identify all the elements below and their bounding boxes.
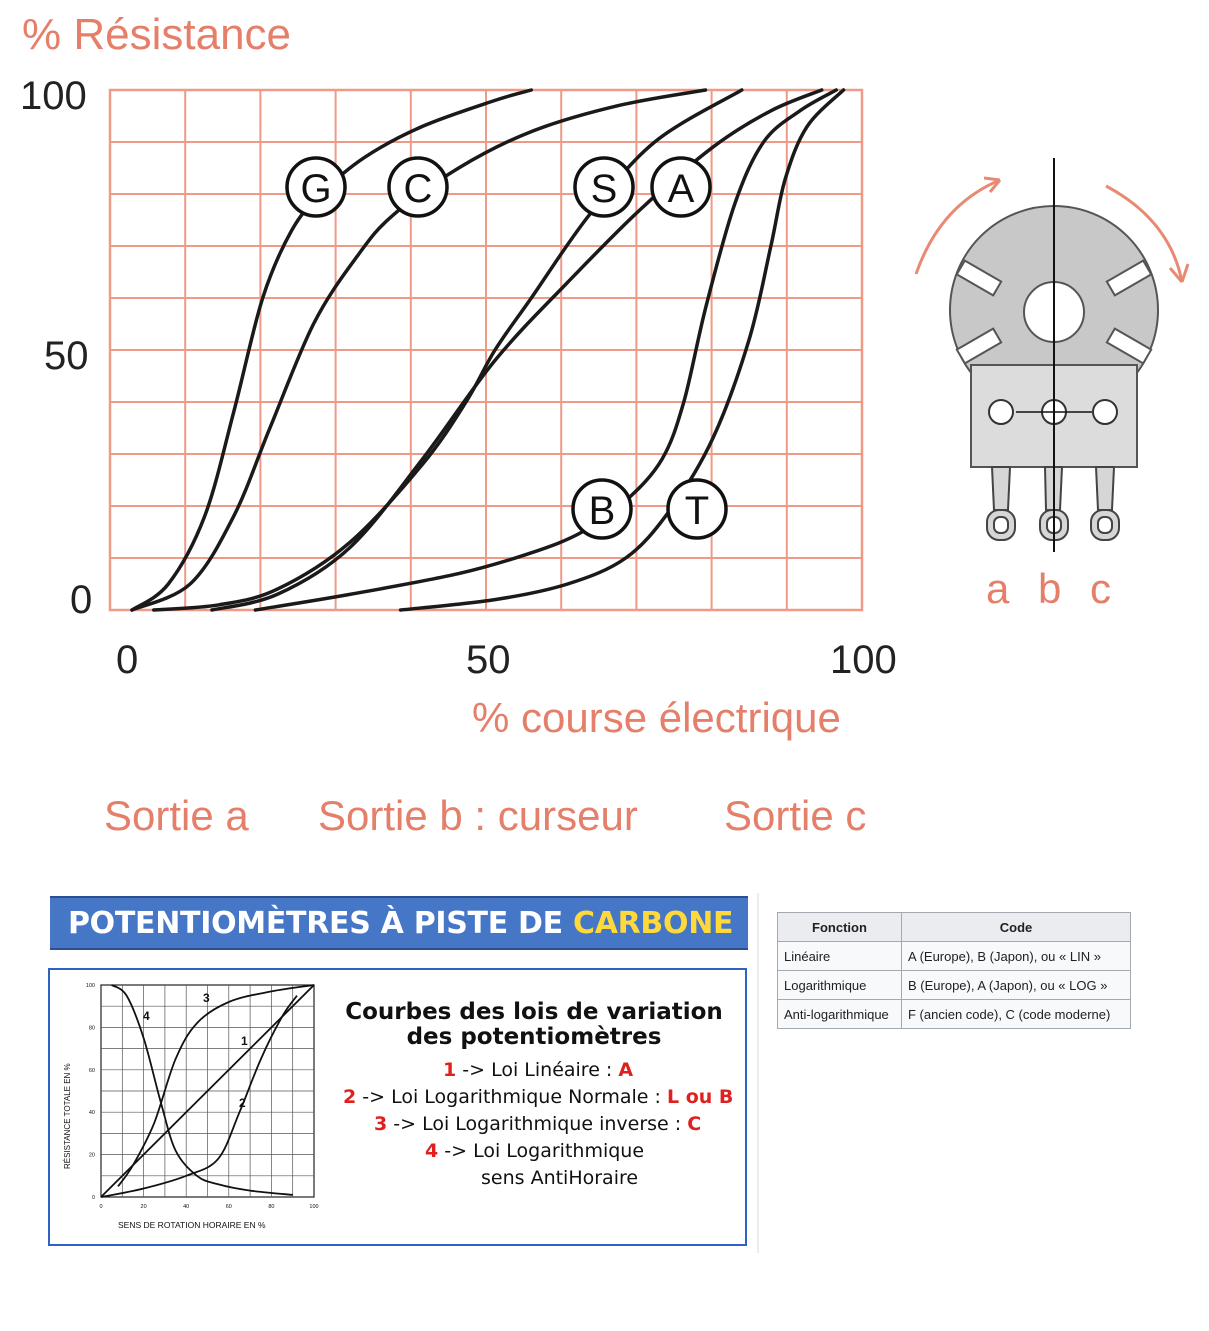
table-cell: A (Europe), B (Japon), ou « LIN »	[902, 942, 1131, 971]
legend-item-3	[374, 1113, 794, 1135]
table-cell: Anti-logarithmique	[778, 1000, 902, 1029]
legend-item-number: 1	[443, 1059, 457, 1081]
table-header-row	[778, 913, 1131, 942]
curve-label-A	[652, 158, 710, 216]
curve-label-C	[389, 158, 447, 216]
main-x-tick: 100	[830, 638, 897, 682]
output-a-label: Sortie a	[104, 792, 249, 839]
main-x-tick: 50	[466, 638, 511, 682]
table-row	[778, 942, 1131, 971]
main-y-title: % Résistance	[22, 10, 292, 59]
legend-item-4	[425, 1140, 845, 1162]
curve-label-text: B	[588, 489, 616, 533]
small-y-title: RÉSISTANCE TOTALE EN %	[63, 1063, 72, 1169]
table-row	[778, 971, 1131, 1000]
legend-item-text: -> Loi Logarithmique inverse :	[387, 1113, 688, 1135]
main-x-tick: 0	[116, 638, 139, 682]
small-x-tick: 20	[140, 1204, 147, 1210]
small-y-tick: 0	[91, 1195, 95, 1201]
curve-label-B	[573, 480, 631, 538]
legend-title	[338, 1000, 730, 1050]
terminal-label-a: a	[986, 565, 1010, 612]
table-header: Fonction	[778, 913, 902, 942]
table-cell: F (ancien code), C (code moderne)	[902, 1000, 1131, 1029]
output-c-label: Sortie c	[724, 792, 867, 839]
curve-label-text: C	[403, 167, 433, 211]
legend-title-line1: Courbes des lois de variation	[345, 999, 723, 1025]
table-cell: Linéaire	[778, 942, 902, 971]
legend-item-text: -> Loi Logarithmique	[438, 1140, 645, 1162]
table-header: Code	[902, 913, 1131, 942]
terminal-label-c: c	[1090, 565, 1111, 612]
legend-title-line2: des potentiomètres	[406, 1024, 662, 1050]
small-curve-number-3: 3	[203, 991, 210, 1005]
table-row	[778, 1000, 1131, 1029]
legend-item-code: C	[687, 1113, 702, 1135]
terminal-label-b: b	[1038, 565, 1062, 612]
small-curve-number-1: 1	[241, 1034, 248, 1048]
small-y-tick: 60	[88, 1067, 95, 1074]
legend-item-code: L ou B	[666, 1086, 734, 1108]
curve-label-T	[668, 480, 726, 538]
main-y-tick: 100	[20, 74, 87, 118]
carbon-banner	[50, 896, 748, 950]
curve-label-text: S	[590, 167, 618, 211]
small-y-tick: 20	[88, 1152, 95, 1159]
curve-label-text: A	[667, 167, 695, 211]
legend-item-code: A	[618, 1059, 634, 1081]
legend-item-4-line2: sens AntiHoraire	[481, 1167, 639, 1189]
legend-item-number: 4	[425, 1140, 439, 1162]
curve-label-text: T	[684, 489, 710, 533]
output-b-label: Sortie b : curseur	[318, 792, 638, 839]
small-curve-number-4: 4	[143, 1009, 150, 1023]
small-y-tick: 100	[85, 983, 95, 989]
legend-item-number: 2	[343, 1086, 357, 1108]
table-cell: Logarithmique	[778, 971, 902, 1000]
table-cell: B (Europe), A (Japon), ou « LOG »	[902, 971, 1131, 1000]
small-chart	[56, 975, 332, 1237]
legend-item-text: -> Loi Linéaire :	[456, 1059, 619, 1081]
small-x-tick: 0	[99, 1204, 103, 1210]
small-x-tick: 40	[183, 1204, 190, 1210]
legend-item-text: -> Loi Logarithmique Normale :	[356, 1086, 667, 1108]
codes-table	[777, 912, 1131, 1029]
potentiometer-drawing	[900, 150, 1200, 570]
small-y-tick: 80	[88, 1025, 95, 1032]
curve-label-S	[575, 158, 633, 216]
small-x-title: SENS DE ROTATION HORAIRE EN %	[118, 1220, 266, 1230]
legend-item-2	[343, 1086, 763, 1108]
small-curve-number-2: 2	[239, 1096, 246, 1110]
legend-item-number: 3	[374, 1113, 388, 1135]
banner-title-prefix: POTENTIOMÈTRES À PISTE DE	[68, 906, 573, 941]
curve-label-text: G	[300, 167, 332, 211]
curve-label-G	[287, 158, 345, 216]
main-y-tick: 0	[70, 578, 93, 622]
main-x-title: % course électrique	[472, 694, 841, 741]
main-y-tick: 50	[44, 334, 89, 378]
small-x-tick: 80	[268, 1204, 275, 1210]
small-x-tick: 100	[309, 1204, 319, 1210]
legend-item-1	[443, 1059, 863, 1081]
small-y-tick: 40	[88, 1110, 95, 1117]
banner-title	[68, 906, 733, 941]
banner-title-highlight: CARBONE	[573, 906, 734, 941]
small-x-tick: 60	[225, 1204, 232, 1210]
